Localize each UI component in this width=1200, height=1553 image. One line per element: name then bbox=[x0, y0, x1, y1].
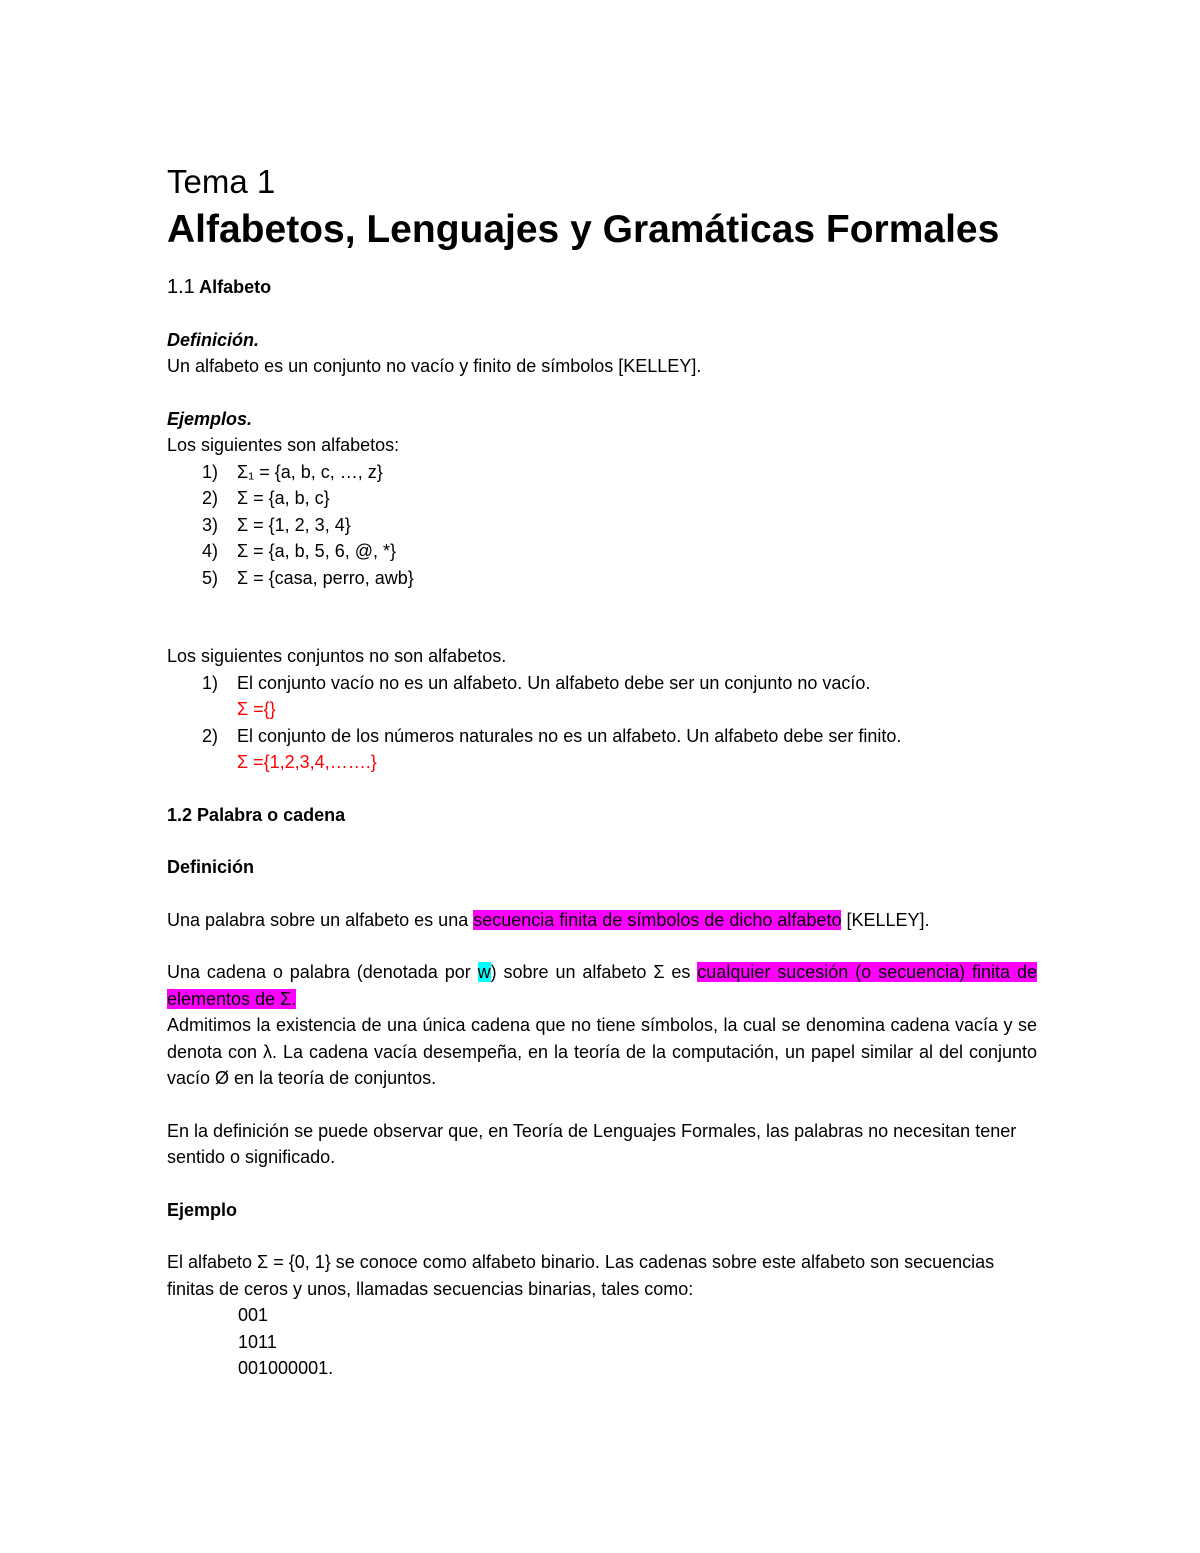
list-item-text: El conjunto vacío no es un alfabeto. Un alfabeto debe ser un conjunto no vacío. bbox=[237, 672, 871, 693]
list-item-text: Σ = {a, b, c} bbox=[237, 488, 330, 508]
list-item-text: Σ = {1, 2, 3, 4} bbox=[237, 514, 351, 535]
document-body bbox=[167, 162, 1037, 1382]
set-formula: Σ ={} bbox=[237, 699, 276, 719]
list-item-text: Σ = {a, b, 5, 6, @, *} bbox=[237, 541, 396, 561]
empty-string-paragraph: Admitimos la existencia de una única cadena que no tiene símbolos, la cual se denomina cadena vacía y se denota con λ. La cadena vacía desempeña, en la teoría de la computación, un papel similar al del conjunto vacío Ø en la teoría de conjuntos. bbox=[167, 1015, 1037, 1088]
word-definition-paragraph bbox=[167, 907, 1037, 934]
binary-strings bbox=[167, 1302, 1037, 1382]
meaning-paragraph: En la definición se puede observar que, en Teoría de Lenguajes Formales, las palabras no necesitan tener sentido o significado. bbox=[167, 1120, 1017, 1167]
section-name: Alfabeto bbox=[199, 277, 272, 297]
set-formula: Σ ={1,2,3,4,…….} bbox=[237, 752, 377, 772]
list-item-text: Σ = {casa, perro, awb} bbox=[237, 567, 414, 588]
section-number: 1.2 bbox=[167, 804, 193, 825]
list-item bbox=[167, 723, 1037, 776]
binary-string: 001000001. bbox=[238, 1358, 334, 1378]
list-number: 5) bbox=[202, 567, 219, 588]
examples-intro: Los siguientes son alfabetos: bbox=[167, 435, 400, 455]
list-item-text: El conjunto de los números naturales no es un alfabeto. Un alfabeto debe ser finito. bbox=[237, 725, 902, 746]
example-label: Ejemplo bbox=[167, 1199, 238, 1220]
list-item bbox=[167, 512, 1037, 539]
text-run: Una palabra sobre un alfabeto es una bbox=[167, 909, 474, 930]
definition-label: Definición bbox=[167, 857, 255, 877]
list-number: 3) bbox=[202, 514, 219, 535]
list-number: 1) bbox=[202, 672, 219, 693]
definition-label: Definición. bbox=[167, 329, 260, 350]
text-run: [KELLEY]. bbox=[841, 909, 930, 930]
binary-example-paragraph: El alfabeto Σ = {0, 1} se conoce como alfabeto binario. Las cadenas sobre este alfabeto son secuencias finitas de ceros y unos, llamadas secuencias binarias, tales como: bbox=[167, 1252, 995, 1299]
list-number: 2) bbox=[202, 488, 219, 508]
list-item bbox=[167, 485, 1037, 512]
text-run: Una cadena o palabra (denotada por bbox=[167, 962, 478, 982]
binary-string: 1011 bbox=[238, 1331, 277, 1352]
section-heading-palabra bbox=[167, 802, 1037, 829]
list-item bbox=[167, 459, 1037, 486]
highlighted-symbol: w bbox=[477, 962, 491, 982]
list-item bbox=[167, 565, 1037, 592]
text-run: ) sobre un alfabeto Σ es bbox=[490, 962, 698, 982]
section-number: 1.1 bbox=[167, 276, 195, 298]
list-item bbox=[167, 670, 1037, 723]
binary-string: 001 bbox=[238, 1305, 269, 1325]
list-number: 2) bbox=[202, 725, 219, 746]
chapter-label: Tema 1 bbox=[167, 163, 276, 200]
highlighted-text: secuencia finita de símbolos de dicho alfabeto bbox=[473, 909, 842, 930]
alphabet-examples-list bbox=[167, 459, 1037, 592]
definition-text: Un alfabeto es un conjunto no vacío y finito de símbolos [KELLEY]. bbox=[167, 356, 702, 376]
list-item bbox=[167, 538, 1037, 565]
non-alphabet-list bbox=[167, 670, 1037, 776]
page-title: Alfabetos, Lenguajes y Gramáticas Formales bbox=[167, 208, 1000, 251]
non-alphabet-intro: Los siguientes conjuntos no son alfabetos. bbox=[167, 646, 507, 666]
list-number: 4) bbox=[202, 541, 219, 561]
string-definition-paragraph bbox=[167, 959, 1037, 1012]
examples-label: Ejemplos. bbox=[167, 408, 253, 429]
section-heading-alfabeto bbox=[167, 274, 1037, 301]
section-name: Palabra o cadena bbox=[197, 804, 346, 825]
list-item-text: Σ₁ = {a, b, c, …, z} bbox=[237, 461, 383, 482]
highlighted-text: cualquier sucesión (o secuencia) finita de elementos de Σ. bbox=[167, 962, 1037, 1009]
list-number: 1) bbox=[202, 461, 219, 482]
